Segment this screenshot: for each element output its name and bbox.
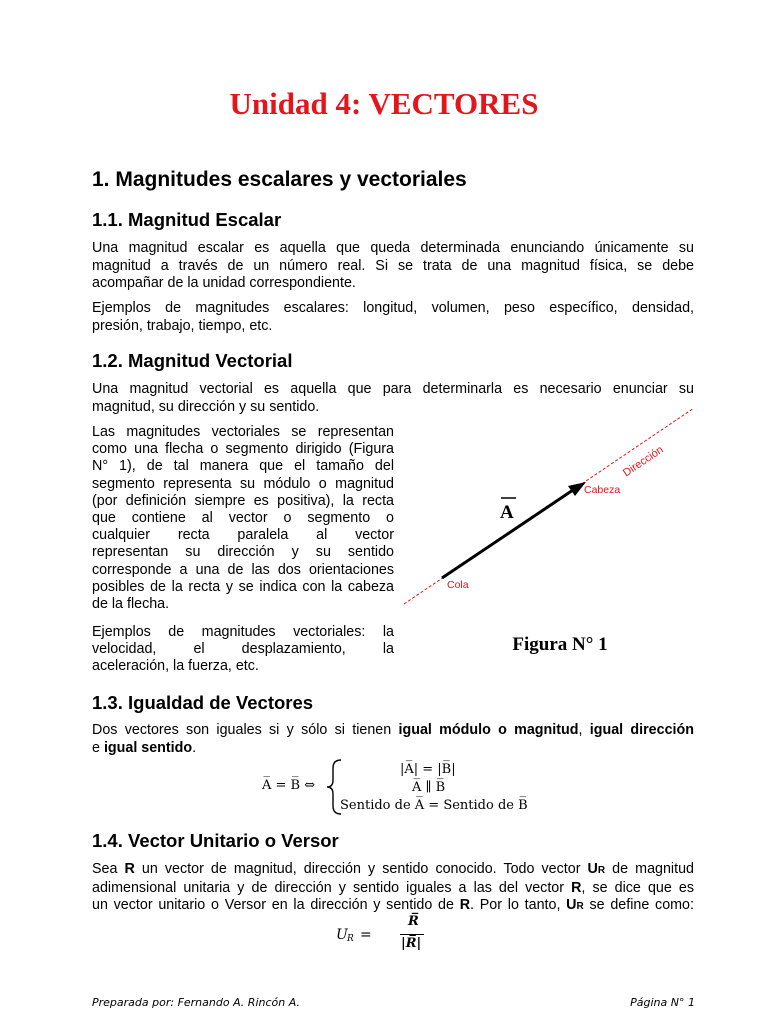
text-line: como una flecha o segmento dirigido (Figura: [92, 441, 394, 458]
text-line: posibles de la recta y se indica con la cabeza: [92, 578, 394, 595]
text-line: representan su dirección y su sentido: [92, 544, 394, 561]
text-line: corresponde a una de las dos orientaciones: [92, 561, 394, 578]
figure-caption: Figura N° 1: [512, 634, 608, 655]
text-line: [92, 880, 694, 898]
vector-label: A: [500, 502, 514, 523]
text-span: adimensional unitaria y de dirección y sentido iguales a las del vector: [92, 879, 572, 896]
bold-symbol: U: [587, 861, 598, 877]
section-1-2-heading: 1.2. Magnitud Vectorial: [92, 350, 293, 371]
tail-label: Cola: [447, 579, 469, 591]
text-span: Dos vectores son iguales si y sólo si tienen: [92, 722, 399, 738]
vector-figure: [400, 400, 700, 660]
formula-lhs: U: [336, 927, 348, 943]
bold-phrase: igual sentido: [103, 739, 193, 756]
text-line: presión, trabajo, tiempo, etc.: [92, 317, 273, 334]
text-span: se define como:: [583, 897, 694, 914]
text-span: ,: [578, 722, 590, 738]
text-line: de la flecha.: [92, 596, 170, 613]
subscript: R: [576, 901, 584, 913]
text-span: un vector de magnitud, dirección y sentido conocido. Todo vector: [134, 861, 588, 877]
text-span: .: [192, 739, 197, 756]
bold-phrase: igual módulo o magnitud: [398, 722, 579, 738]
text-line: [92, 897, 694, 916]
text-line: Ejemplos de magnitudes escalares: longitud, volumen, peso específico, densidad,: [92, 300, 694, 316]
text-line: Una magnitud escalar es aquella que queda determinada enunciando únicamente su: [92, 240, 694, 256]
page-title: Unidad 4: VECTORES: [229, 86, 539, 121]
scalar-definition-paragraph: [92, 240, 694, 293]
equality-condition-sense: Sentido de A̅ = Sentido de B̅: [340, 798, 528, 813]
subscript: R: [597, 865, 606, 876]
bold-symbol: R: [571, 879, 582, 896]
equality-paragraph: [92, 722, 694, 757]
text-line: [92, 722, 694, 740]
text-line: Una magnitud vectorial es aquella que para determinarla es necesario enunciar su: [92, 381, 694, 397]
vector-representation-paragraph: [92, 424, 394, 613]
text-line: aceleración, la fuerza, etc.: [92, 658, 259, 675]
head-label: Cabeza: [584, 484, 621, 496]
bold-symbol: R: [459, 897, 471, 914]
text-span: . Por lo tanto,: [470, 897, 567, 914]
formula-subscript: R: [347, 934, 354, 944]
equality-condition-parallel: A̅ ∥ B̅: [412, 780, 446, 795]
fraction-bar: [400, 934, 424, 935]
text-line: magnitud, su dirección y su sentido.: [92, 398, 320, 415]
section-1-heading: 1. Magnitudes escalares y vectoriales: [92, 168, 467, 191]
text-line: magnitud a través de un número real. Si se trata de una magnitud física, se debe: [92, 257, 694, 274]
text-span: Sea: [92, 861, 125, 877]
text-line: [92, 861, 694, 880]
text-line: [92, 740, 694, 758]
text-line: (por definición siempre es positiva), la recta: [92, 492, 394, 509]
direction-label: Dirección: [620, 443, 666, 480]
bold-symbol: U: [566, 897, 577, 914]
scalar-examples-paragraph: [92, 300, 694, 335]
equality-condition-magnitude: |A̅| = |B̅|: [400, 762, 456, 777]
bold-phrase: igual dirección: [589, 722, 694, 738]
section-1-4-heading: 1.4. Vector Unitario o Versor: [92, 830, 339, 851]
text-span: de magnitud: [605, 861, 694, 877]
text-line: cualquier recta paralela al vector: [92, 527, 394, 544]
text-span: , se dice que es: [581, 879, 694, 896]
formula-equals: =: [360, 927, 372, 943]
text-line: Las magnitudes vectoriales se representan: [92, 424, 394, 440]
text-line: segmento representa su módulo o magnitud: [92, 475, 394, 492]
footer-page-number: Página N° 1: [630, 996, 695, 1009]
section-1-3-heading: 1.3. Igualdad de Vectores: [92, 692, 314, 713]
text-line: que contiene al vector o segmento o: [92, 510, 394, 527]
text-line: Ejemplos de magnitudes vectoriales: la: [92, 624, 394, 640]
unit-vector-paragraph: [92, 861, 694, 916]
footer-author: Preparada por: Fernando A. Rincón A.: [92, 996, 300, 1009]
bold-symbol: R: [124, 861, 135, 877]
equality-lhs: A̅ = B̅ ⇔: [262, 778, 316, 793]
text-span: e: [92, 739, 104, 756]
vector-examples-paragraph: [92, 624, 394, 676]
formula-denominator: |R̅|: [401, 936, 422, 951]
text-line: velocidad, el desplazamiento, la: [92, 641, 394, 658]
text-line: acompañar de la unidad correspondiente.: [92, 275, 356, 292]
text-span: un vector unitario o Versor en la dirección y sentido de: [92, 897, 460, 914]
text-line: N° 1), de tal manera que el tamaño del: [92, 458, 394, 475]
formula-numerator: R̅: [408, 914, 419, 929]
section-1-1-heading: 1.1. Magnitud Escalar: [92, 209, 282, 230]
